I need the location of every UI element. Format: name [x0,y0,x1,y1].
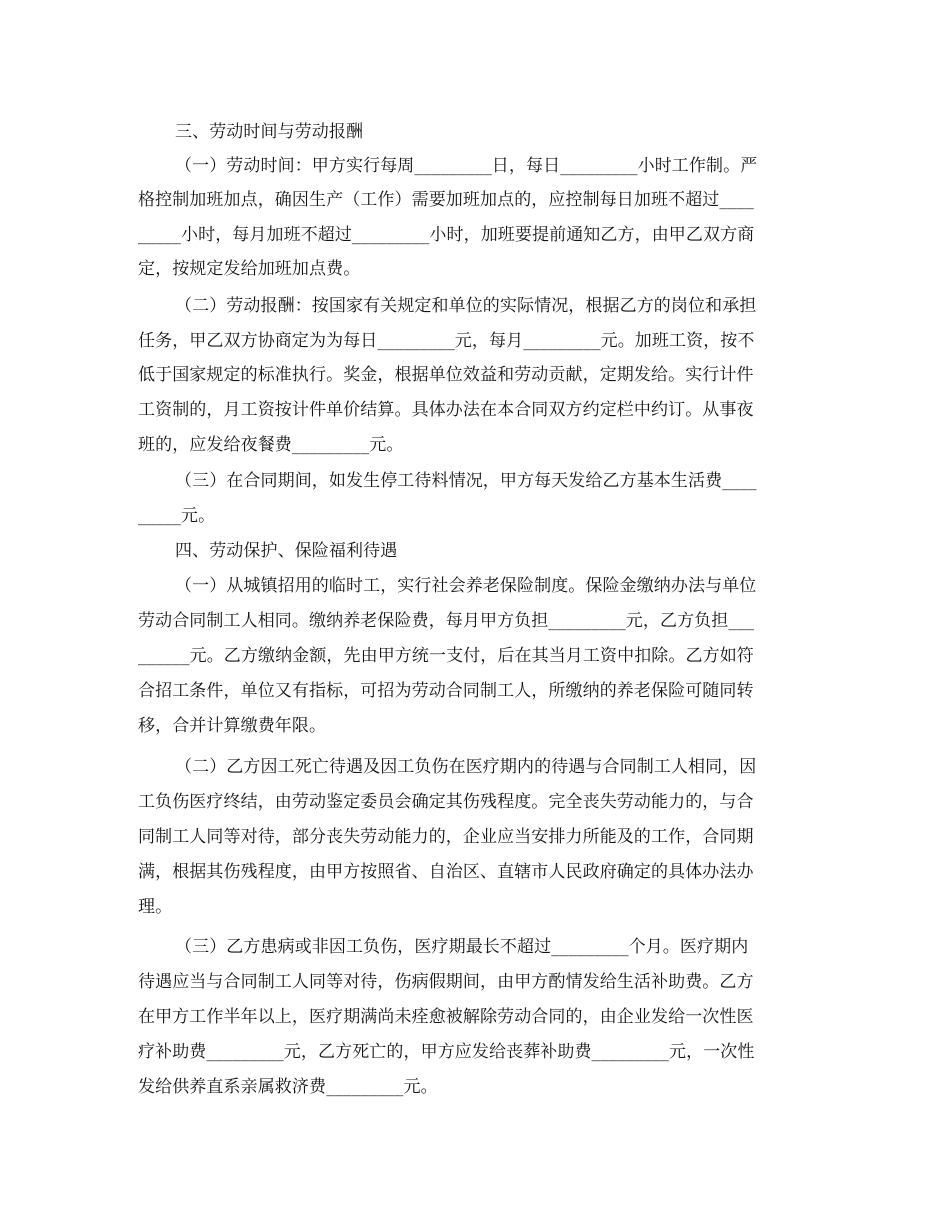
paragraph-line: （二）乙方因工死亡待遇及因工负伤在医疗期内的待遇与合同制工人相同，因 [175,757,757,777]
section-heading: 四、劳动保护、保险福利待遇 [175,541,398,561]
paragraph-line: （三）乙方患病或非因工负伤，医疗期最长不超过_________个月。医疗期内 [175,937,749,957]
paragraph-line: 理。 [138,897,173,917]
paragraph-line: 定，按规定发给加班加点费。 [138,259,361,279]
paragraph-line: 同制工人同等对待，部分丧失劳动能力的，企业应当安排力所能及的工作，合同期 [138,827,754,847]
paragraph-line: 满，根据其伤残程度，由甲方按照省、自治区、直辖市人民政府确定的具体办法办 [138,862,754,882]
section-heading: 三、劳动时间与劳动报酬 [175,122,364,142]
paragraph-line: （二）劳动报酬：按国家有关规定和单位的实际情况，根据乙方的岗位和承担 [175,296,757,316]
paragraph-line: _____小时，每月加班不超过_________小时，加班要提前通知乙方，由甲乙双方商 [138,225,755,245]
paragraph-line: 在甲方工作半年以上，医疗期满尚未痊愈被解除劳动合同的，由企业发给一次性医 [138,1007,754,1027]
paragraph-line: 待遇应当与合同制工人同等对待，伤病假期间，由甲方酌情发给生活补助费。乙方 [138,972,754,992]
paragraph-line: 班的，应发给夜餐费_________元。 [138,435,404,455]
paragraph-line: ______元。乙方缴纳金额，先由甲方统一支付，后在其当月工资中扣除。乙方如符 [138,646,754,666]
paragraph-line: 低于国家规定的标准执行。奖金，根据单位效益和劳动贡献，定期发给。实行计件 [138,365,754,385]
paragraph-line: 工负伤医疗终结，由劳动鉴定委员会确定其伤残程度。完全丧失劳动能力的，与合 [138,792,754,812]
paragraph-line: 疗补助费_________元，乙方死亡的，甲方应发给丧葬补助费_________元，一次性 [138,1042,755,1062]
paragraph-line: 劳动合同制工人相同。缴纳养老保险费，每月甲方负担_________元，乙方负担___ [138,611,755,631]
paragraph-line: _____元。 [138,506,216,526]
paragraph-line: （三）在合同期间，如发生停工待料情况，甲方每天发给乙方基本生活费____ [175,471,757,491]
paragraph-line: （一）从城镇招用的临时工，实行社会养老保险制度。保险金缴纳办法与单位 [175,576,757,596]
paragraph-line: 发给供养直系亲属救济费_________元。 [138,1077,438,1097]
paragraph-line: 任务，甲乙双方协商定为为每日_________元，每月_________元。加班工资，按不 [138,331,755,351]
paragraph-line: 移，合并计算缴费年限。 [138,716,327,736]
paragraph-line: （一）劳动时间：甲方实行每周_________日，每日_________小时工作制。严 [175,156,758,176]
paragraph-line: 合招工条件，单位又有指标，可招为劳动合同制工人，所缴纳的养老保险可随同转 [138,681,754,701]
paragraph-line: 格控制加班加点，确因生产（工作）需要加班加点的，应控制每日加班不超过____ [138,190,754,210]
paragraph-line: 工资制的，月工资按计件单价结算。具体办法在本合同双方约定栏中约订。从事夜 [138,400,754,420]
